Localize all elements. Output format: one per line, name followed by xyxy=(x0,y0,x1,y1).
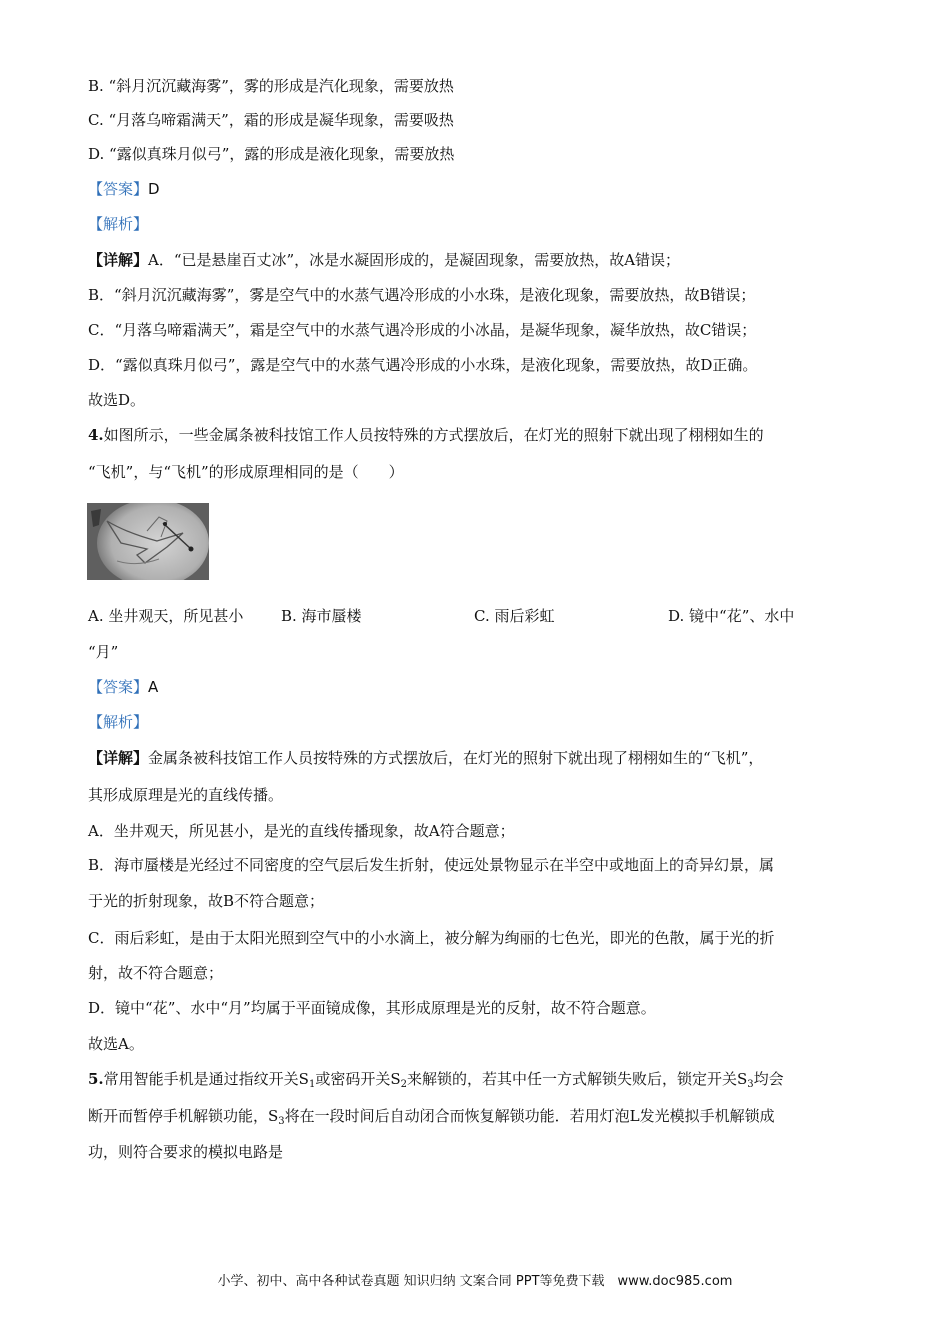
q4-answer-line xyxy=(88,677,158,697)
q3-option-d: D. “露似真珠月似弓”，露的形成是液化现象，需要放热 xyxy=(88,145,455,163)
airplane-shadow-photo xyxy=(87,503,209,580)
q4-conclusion: 故选A。 xyxy=(88,1035,144,1053)
question-number: 4. xyxy=(88,426,104,444)
q3-detail-line: 【详解】A．“已是悬崖百丈冰”，冰是水凝固形成的，是凝固现象，需要放热，故A错误； xyxy=(88,251,681,269)
q4-detail-line: 【详解】金属条被科技馆工作人员按特殊的方式摆放后，在灯光的照射下就出现了栩栩如生的“飞机”， xyxy=(88,749,764,767)
q4-detail-line: B．海市蜃楼是光经过不同密度的空气层后发生折射，使远处景物显示在半空中或地面上的奇异幻景，属 xyxy=(88,856,775,874)
q5-stem-line: 断开而暂停手机解锁功能，$S_3$将在一段时间后自动闭合而恢复解锁功能．若用灯泡L发光模拟手机解锁成 xyxy=(88,1107,775,1127)
q4-stem-line: 4.如图所示，一些金属条被科技馆工作人员按特殊的方式摆放后，在灯光的照射下就出现了栩栩如生的 xyxy=(88,426,764,444)
answer-value: D xyxy=(148,180,160,198)
answer-tag: 【答案】 xyxy=(88,180,149,198)
answer-value: A xyxy=(148,678,159,696)
q4-option-b: B. 海市蜃楼 xyxy=(281,607,362,625)
detail-tag: 【详解】 xyxy=(88,749,149,767)
q3-answer-line xyxy=(88,179,160,199)
q4-stem-line: “飞机”，与“飞机”的形成原理相同的是（ ） xyxy=(88,463,404,481)
q5-stem-line: 功，则符合要求的模拟电路是 xyxy=(88,1143,284,1161)
q3-detail-line: D．“露似真珠月似弓”，露是空气中的水蒸气遇冷形成的小水珠，是液化现象，需要放热，故D正确。 xyxy=(88,356,758,374)
q4-option-d: D. 镜中“花”、水中 xyxy=(668,607,795,625)
q4-detail-line: D．镜中“花”、水中“月”均属于平面镜成像，其形成原理是光的反射，故不符合题意。 xyxy=(88,999,656,1017)
q3-detail-line: C．“月落乌啼霜满天”，霜是空气中的水蒸气遇冷形成的小冰晶，是凝华现象，凝华放热，故C错误； xyxy=(88,321,757,339)
q4-detail-line: A．坐井观天，所见甚小，是光的直线传播现象，故A符合题意； xyxy=(88,822,515,840)
answer-tag: 【答案】 xyxy=(88,678,149,696)
detail-tag: 【详解】 xyxy=(88,251,149,269)
q3-detail-line: B．“斜月沉沉藏海雾”，雾是空气中的水蒸气遇冷形成的小水珠，是液化现象，需要放热，故B错误； xyxy=(88,286,756,304)
page-footer: 小学、初中、高中各种试卷真题 知识归纳 文案合同 PPT等免费下载 www.doc985.com xyxy=(217,1274,733,1289)
analysis-tag: 【解析】 xyxy=(88,713,149,731)
q5-stem-line: 5.常用智能手机是通过指纹开关$S_1$或密码开关$S_2$来解锁的，若其中任一方式解锁失败后，锁定开关$S_3$均会 xyxy=(88,1070,784,1090)
q3-option-c: C. “月落乌啼霜满天”，霜的形成是凝华现象，需要吸热 xyxy=(88,111,454,129)
q3-option-b: B. “斜月沉沉藏海雾”，雾的形成是汽化现象，需要放热 xyxy=(88,77,454,95)
q4-detail-line: 射，故不符合题意； xyxy=(88,964,224,982)
q4-option-d-cont: “月” xyxy=(88,643,119,661)
q4-detail-line: 于光的折射现象，故B不符合题意； xyxy=(88,892,325,910)
q4-option-a: A. 坐井观天，所见甚小 xyxy=(88,607,244,625)
q4-detail-line: 其形成原理是光的直线传播。 xyxy=(88,786,284,804)
q4-detail-line: C．雨后彩虹，是由于太阳光照到空气中的小水滴上，被分解为绚丽的七色光，即光的色散，属于光的折 xyxy=(88,929,775,947)
q3-conclusion: 故选D。 xyxy=(88,391,146,409)
question-number: 5. xyxy=(88,1070,104,1088)
analysis-tag: 【解析】 xyxy=(88,215,149,233)
q4-option-c: C. 雨后彩虹 xyxy=(474,607,555,625)
